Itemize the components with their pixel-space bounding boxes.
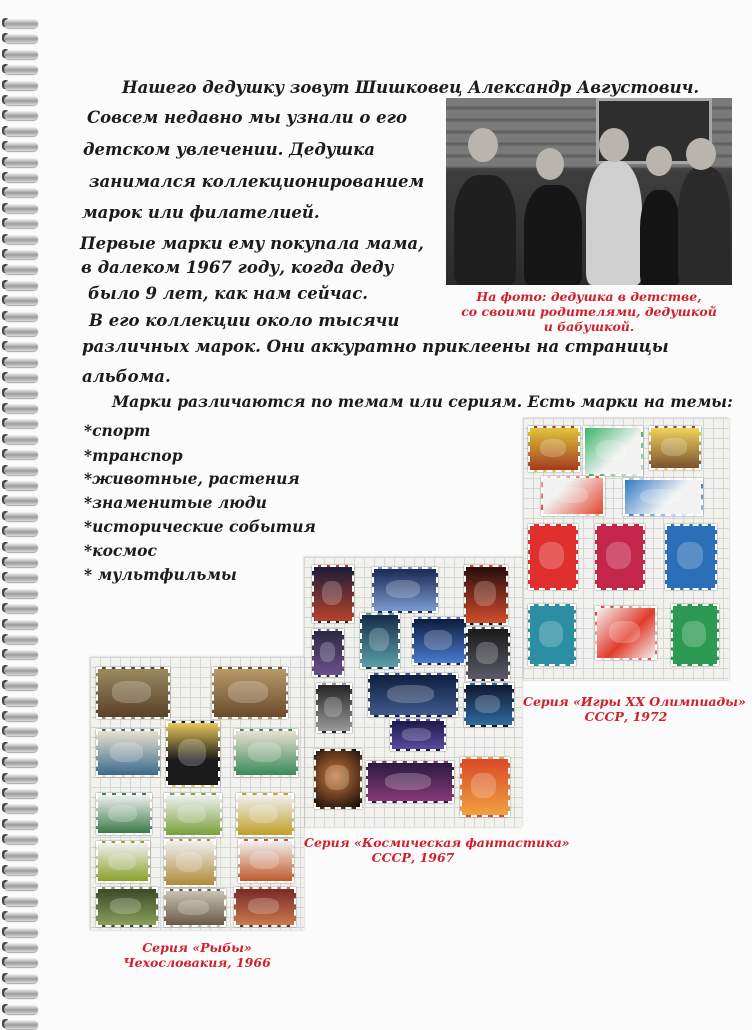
binding-ring <box>4 19 38 28</box>
binding-ring <box>4 743 38 752</box>
binding-ring <box>4 373 38 382</box>
text-line: альбома. <box>82 367 171 386</box>
binding-ring <box>4 789 38 798</box>
binding-ring <box>4 881 38 890</box>
binding-ring <box>4 204 38 213</box>
family-photo <box>446 98 732 285</box>
binding-ring <box>4 281 38 290</box>
binding-ring <box>4 65 38 74</box>
binding-ring <box>4 712 38 721</box>
binding-ring <box>4 296 38 305</box>
binding-ring <box>4 851 38 860</box>
olympics-caption: Серия «Игры XX Олимпиады» СССР, 1972 <box>523 694 746 724</box>
fish-caption: Серия «Рыбы» Чехословакия, 1966 <box>123 940 271 970</box>
text-line: было 9 лет, как нам сейчас. <box>88 284 369 303</box>
binding-ring <box>4 127 38 136</box>
space-caption: Серия «Космическая фантастика» СССР, 1967 <box>304 835 570 865</box>
binding-ring <box>4 727 38 736</box>
olympics-stamp-sheet <box>523 418 729 680</box>
binding-ring <box>4 219 38 228</box>
binding-ring <box>4 265 38 274</box>
list-item: *космос <box>84 541 157 560</box>
binding-ring <box>4 158 38 167</box>
text-line: Нашего дедушку зовут Шишковец Александр Августович. <box>122 78 700 97</box>
binding-ring <box>4 342 38 351</box>
binding-ring <box>4 404 38 413</box>
list-item: * мультфильмы <box>84 565 237 584</box>
binding-ring <box>4 650 38 659</box>
binding-ring <box>4 250 38 259</box>
binding-ring <box>4 543 38 552</box>
binding-ring <box>4 620 38 629</box>
binding-ring <box>4 512 38 521</box>
binding-ring <box>4 974 38 983</box>
binding-ring <box>4 804 38 813</box>
binding-ring <box>4 435 38 444</box>
text-line: занимался коллекционированием <box>89 172 425 191</box>
binding-ring <box>4 312 38 321</box>
binding-ring <box>4 835 38 844</box>
binding-ring <box>4 358 38 367</box>
binding-ring <box>4 681 38 690</box>
photo-caption: На фото: дедушка в детстве, со своими родителями, дедушкой и бабушкой. <box>461 289 717 334</box>
text-line: в далеком 1967 году, когда деду <box>81 258 394 277</box>
binding-ring <box>4 173 38 182</box>
binding-ring <box>4 958 38 967</box>
text-line: Совсем недавно мы узнали о его <box>87 108 407 127</box>
text-line: Марки различаются по темам или сериям. Есть марки на темы: <box>112 392 733 411</box>
binding-ring <box>4 897 38 906</box>
text-line: различных марок. Они аккуратно приклеены на страницы <box>82 337 669 356</box>
binding-ring <box>4 573 38 582</box>
binding-ring <box>4 604 38 613</box>
list-item: *транспор <box>84 446 183 465</box>
binding-ring <box>4 666 38 675</box>
binding-ring <box>4 235 38 244</box>
list-item: *спорт <box>84 421 151 440</box>
binding-ring <box>4 635 38 644</box>
binding-ring <box>4 558 38 567</box>
list-item: *знаменитые люди <box>84 493 267 512</box>
binding-ring <box>4 866 38 875</box>
binding-ring <box>4 389 38 398</box>
text-line: детском увлечении. Дедушка <box>83 140 375 159</box>
spiral-binding <box>0 0 44 1030</box>
binding-ring <box>4 589 38 598</box>
binding-ring <box>4 466 38 475</box>
fish-stamp-sheet <box>90 657 304 930</box>
binding-ring <box>4 450 38 459</box>
binding-ring <box>4 774 38 783</box>
binding-ring <box>4 1005 38 1014</box>
binding-ring <box>4 142 38 151</box>
binding-ring <box>4 527 38 536</box>
binding-ring <box>4 943 38 952</box>
text-line: В его коллекции около тысячи <box>89 311 400 330</box>
binding-ring <box>4 1020 38 1029</box>
binding-ring <box>4 111 38 120</box>
binding-ring <box>4 481 38 490</box>
binding-ring <box>4 188 38 197</box>
text-line: Первые марки ему покупала мама, <box>80 234 424 253</box>
list-item: *животные, растения <box>84 469 300 488</box>
binding-ring <box>4 928 38 937</box>
binding-ring <box>4 327 38 336</box>
text-line: марок или филателией. <box>82 203 320 222</box>
binding-ring <box>4 50 38 59</box>
binding-ring <box>4 820 38 829</box>
binding-ring <box>4 34 38 43</box>
binding-ring <box>4 697 38 706</box>
binding-ring <box>4 96 38 105</box>
list-item: *исторические события <box>84 517 316 536</box>
space-stamp-sheet <box>304 557 522 827</box>
binding-ring <box>4 758 38 767</box>
binding-ring <box>4 912 38 921</box>
binding-ring <box>4 989 38 998</box>
binding-ring <box>4 496 38 505</box>
binding-ring <box>4 81 38 90</box>
binding-ring <box>4 419 38 428</box>
